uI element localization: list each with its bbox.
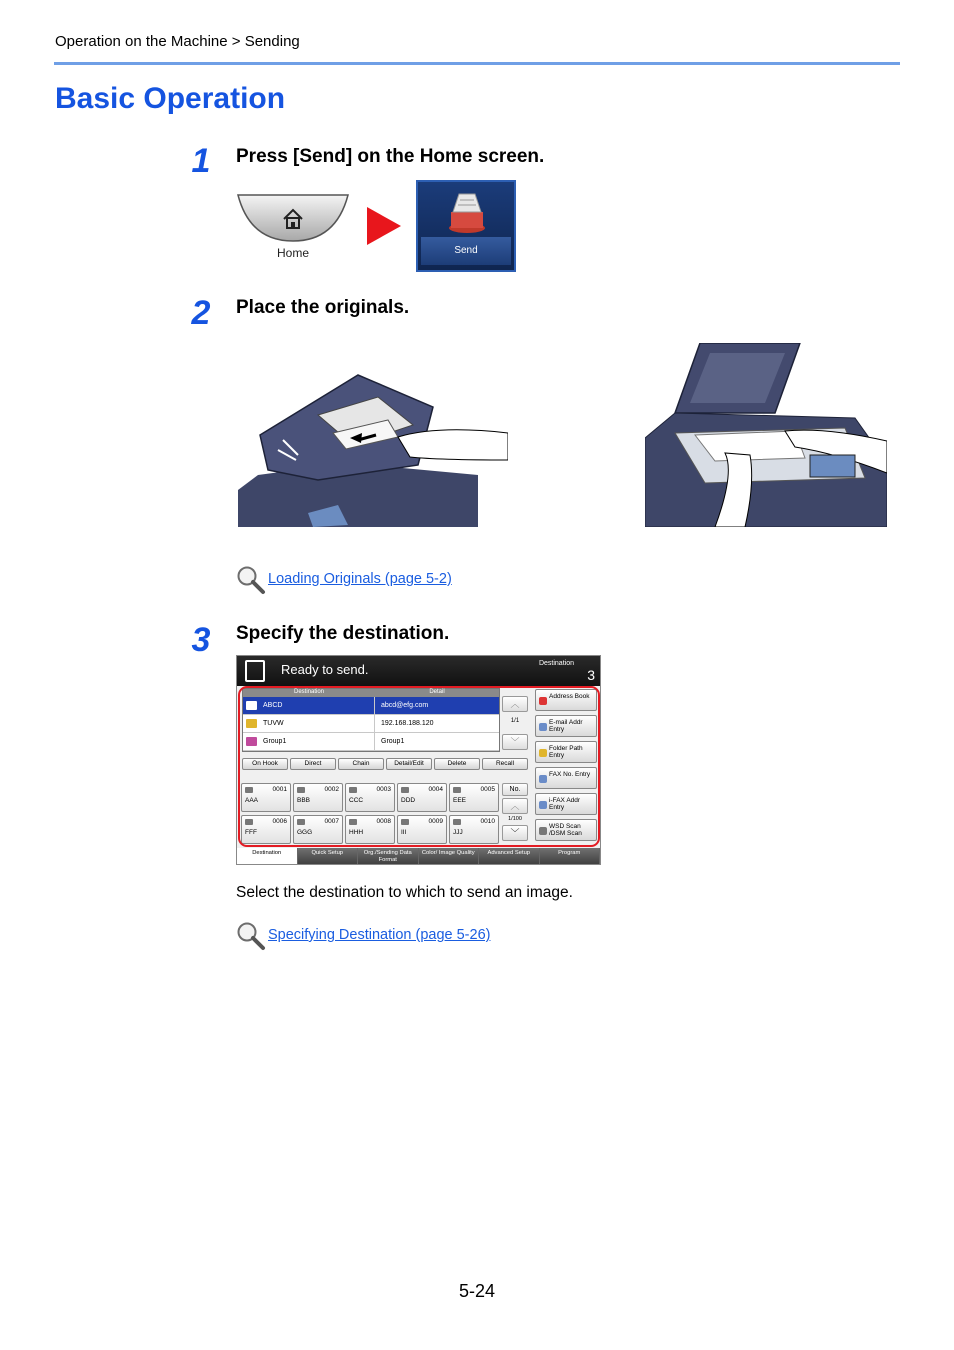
fax-entry-button[interactable]: FAX No. Entry	[535, 767, 597, 789]
step-3-caption: Select the destination to which to send an image.	[236, 884, 573, 901]
delete-button[interactable]: Delete	[434, 758, 480, 770]
one-touch-key[interactable]: 0001 AAA	[241, 783, 291, 812]
step-3-title: Specify the destination.	[236, 623, 450, 644]
list-page-indicator: 1/1	[510, 718, 520, 724]
send-status-icon	[245, 660, 265, 682]
detail-edit-button[interactable]: Detail/Edit	[386, 758, 432, 770]
panel-status: Ready to send.	[281, 662, 369, 677]
tab-program[interactable]: Program	[540, 848, 601, 865]
destination-row[interactable]: TUVW 192.168.188.120	[243, 715, 499, 733]
direct-button[interactable]: Direct	[290, 758, 336, 770]
specifying-destination-link[interactable]: Specifying Destination (page 5-26)	[268, 927, 491, 943]
panel-header	[237, 656, 600, 686]
one-touch-key[interactable]: 0007 GGG	[293, 815, 343, 844]
header-divider	[54, 62, 900, 65]
step-1-number: 1	[191, 142, 211, 180]
destination-row[interactable]: ABCD abcd@efg.com	[243, 697, 499, 715]
one-touch-key[interactable]: 0005 EEE	[449, 783, 499, 812]
home-label: Home	[276, 246, 309, 260]
magnifier-icon	[236, 565, 266, 595]
tab-org-sending-format[interactable]: Org./Sending Data Format	[358, 848, 419, 865]
send-icon	[442, 188, 492, 238]
one-touch-page: 1/100	[508, 816, 522, 822]
one-touch-key[interactable]: 0008 HHH	[345, 815, 395, 844]
one-touch-key[interactable]: 0010 JJJ	[449, 815, 499, 844]
folder-path-entry-button[interactable]: Folder Path Entry	[535, 741, 597, 763]
wsd-scan-button[interactable]: WSD Scan /DSM Scan	[535, 819, 597, 841]
page-number: 5-24	[459, 1281, 496, 1301]
page-title: Basic Operation	[55, 82, 286, 115]
destination-count: 3	[587, 667, 595, 683]
tab-color-image-quality[interactable]: Color/ Image Quality	[419, 848, 480, 865]
one-touch-up-button[interactable]: ︿	[502, 798, 528, 814]
send-tile[interactable]	[416, 180, 516, 272]
on-hook-button[interactable]: On Hook	[242, 758, 288, 770]
ifax-entry-button[interactable]: i-FAX Addr Entry	[535, 793, 597, 815]
magnifier-icon	[236, 921, 266, 951]
one-touch-key[interactable]: 0004 DDD	[397, 783, 447, 812]
scroll-up-button[interactable]: ︿	[502, 696, 528, 712]
home-button[interactable]	[236, 193, 350, 243]
panel-tabs	[237, 848, 600, 865]
one-touch-key[interactable]: 0009 III	[397, 815, 447, 844]
one-touch-down-button[interactable]: ﹀	[502, 825, 528, 841]
destination-count-label: Destination	[538, 660, 574, 667]
platen-illustration	[645, 343, 887, 527]
send-panel-screenshot	[236, 655, 601, 865]
arrow-right-icon	[367, 207, 401, 245]
one-touch-key[interactable]: 0006 FFF	[241, 815, 291, 844]
scroll-down-button[interactable]: ﹀	[502, 734, 528, 750]
loading-originals-link[interactable]: Loading Originals (page 5-2)	[268, 571, 452, 587]
one-touch-key[interactable]: 0002 BBB	[293, 783, 343, 812]
tab-advanced-setup[interactable]: Advanced Setup	[479, 848, 540, 865]
chain-button[interactable]: Chain	[338, 758, 384, 770]
number-button[interactable]: No.	[502, 783, 528, 796]
step-2-title: Place the originals.	[236, 297, 410, 318]
address-book-button[interactable]: Address Book	[535, 689, 597, 711]
step-2-number: 2	[191, 294, 211, 332]
send-label: Send	[421, 237, 511, 265]
one-touch-key[interactable]: 0003 CCC	[345, 783, 395, 812]
destination-row[interactable]: Group1 Group1	[243, 733, 499, 751]
list-header-detail: Detail	[429, 689, 445, 695]
recall-button[interactable]: Recall	[482, 758, 528, 770]
step-1-title: Press [Send] on the Home screen.	[236, 146, 545, 167]
highlight-frame	[238, 686, 600, 847]
email-entry-button[interactable]: E-mail Addr Entry	[535, 715, 597, 737]
document-processor-illustration	[238, 345, 508, 527]
tab-destination[interactable]: Destination	[237, 848, 298, 865]
breadcrumb: Operation on the Machine > Sending	[55, 33, 300, 50]
tab-quick-setup[interactable]: Quick Setup	[298, 848, 359, 865]
step-3-number: 3	[191, 621, 211, 659]
list-header-destination: Destination	[293, 689, 325, 695]
